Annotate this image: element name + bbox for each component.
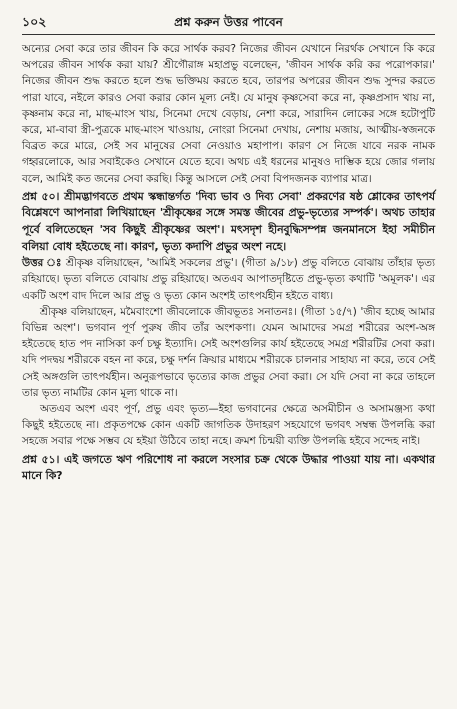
- paragraph-gita: শ্রীকৃষ্ণ বলিয়াছেন, মমৈবাংশো জীবলোকে জীবভূতঃ সনাতনঃ। (গীতা ১৫/৭) 'জীব হচ্ছে আমার বিভিন্ন অংশ'। ভগবান পূর্ণ পুরুষ জীব তাঁর অংশকণা। যেমন আমাদের সমগ্র শরীরের অংশ-অঙ্গ হইতেছে হাত পদ নাসিকা কর্ণ চক্ষু ইত্যাদি। সেই অংশগুলির কার্য হইতেছে সমগ্র শরীরটির সেবা করা। যদি পদদ্বয় শরীরকে বহন না করে, চক্ষু দর্শন ক্রিয়ার মাধ্যমে শরীরকে চালনার সাহায্য না করে, তবে সেই সেই অঙ্গগুলি তাৎপর্যহীন। অনুরূপভাবে ভৃত্যের কাজ প্রভুর সেবা করা। সে যদি সেবা না করে তাহলে তার ভৃত্য নামটির কোন মূল্য থাকে না।: [22, 305, 435, 399]
- page-body: [22, 41, 435, 485]
- answer-label: উত্তর ঃ: [22, 257, 63, 270]
- answer-50: [22, 255, 435, 304]
- running-title: প্রশ্ন করুন উত্তর পাবেন: [174, 15, 283, 29]
- question-51-label: প্রশ্ন ৫১।: [22, 452, 60, 466]
- question-51: [22, 452, 435, 485]
- paragraph-intro: অন্যের সেবা করে তার জীবন কি করে সার্থক করব? নিজের জীবন যেখানে নিরর্থক সেখানে কি করে অপরের জীবন সার্থক করা যায়? শ্রীগৌরাঙ্গ মহাপ্রভু বলেছেন, 'জীবন সার্থক করি কর পরোপকার।' নিজের জীবন শুদ্ধ করতে হলে শুদ্ধ ভক্তিময় করতে হবে, তারপর অপরের জীবন শুদ্ধ সুন্দর করতে পারা যাবে, নইলে কারও সেবা করার কোন মূল্য নেই। যে মানুষ কৃষ্ণসেবা করে না, কৃষ্ণপ্রসাদ খায় না, কৃষ্ণনাম করে না, মাছ-মাংস খায়, সিনেমা দেখে বেড়ায়, নেশা করে, সারাদিন লোকের সঙ্গে হটোপুটি করে, মা-বাবা স্ত্রী-পুত্রকে মাছ-মাংস খাওয়ায়, নোংরা সিনেমা দেখায়, নেশায় মজায়, আত্মীয়-স্বজনকে বিব্রত করে মারে, সেই সব মানুষের সেবা নেওয়াও মহাপাপ। কারণ সে নিজে যাবে নরক নামক গহ্বরলোকে, আর সবাইকেও সেখানে যেতে হবে। অথচ এই ধরনের মানুষও দাম্ভিক হয়ে জোর গলায় বলে, আমিই কত জনের সেবা করছি। কিন্তু আসলে সেই সেবা বিপদজনক ব্যাপার মাত্র।: [22, 43, 435, 185]
- page-header: [22, 14, 435, 35]
- question-50-label: প্রশ্ন ৫০।: [22, 189, 60, 203]
- page-number: ১০২: [22, 14, 47, 29]
- question-50: [22, 189, 435, 255]
- question-50-text: শ্রীমদ্ভাগবতে প্রথম স্কন্ধান্তর্গত 'দিব্য ভাব ও দিব্য সেবা' প্রকরণের ষষ্ঠ শ্লোকের তাৎপর্য বিশ্লেষণে আপনারা লিখিয়াছেন 'শ্রীকৃষ্ণের সঙ্গে সমস্ত জীবের প্রভু-ভৃত্যের সম্পর্ক'। অথচ তাহার পূর্বে বলিতেছেন 'সব কিছুই শ্রীকৃষ্ণের অংশ'। মৎসদৃশ হীনবুদ্ধিসম্পন্ন জনমানসে ইহা সমীচীন বলিয়া বোধ হইতেছে না। কারণ, ভৃত্য কদাপি প্রভুর অংশ নহে।: [22, 189, 435, 253]
- answer-50-text: শ্রীকৃষ্ণ বলিয়াছেন, 'আমিই সকলের প্রভু'। (গীতা ৯/১৮) প্রভু বলিতে বোঝায় তাঁহার ভৃত্য রহিয়াছে। ভৃত্য বলিতে বোঝায় প্রভু রহিয়াছে। অতএব আপাতদৃষ্টিতে প্রভু-ভৃত্য কথাটি 'অমূলক'। এর একটি অংশ বাদ দিলে আর প্রভু ও ভৃত্য কোন অংশই তাৎপর্যহীন হইতে বাধ্য।: [22, 257, 435, 302]
- question-51-text: এই জগতে ঋণ পরিশোধ না করলে সংসার চক্র থেকে উদ্ধার পাওয়া যায় না। একথার মানে কি?: [22, 452, 435, 483]
- paragraph-conclusion: অতএব অংশ এবং পূর্ণ, প্রভু এবং ভৃত্য—ইহা ভগবানের ক্ষেত্রে অসমীচীন ও অসামঞ্জস্য কথা কিছুই হইতেছে না। প্রকৃতপক্ষে কোন একটি জাগতিক উদাহরণ সহযোগে ভগবৎ সম্বন্ধ উপলব্ধি করা সহজে সবার পক্ষে সম্ভব যে হইয়া উঠিবে তাহা নহে। ক্রমশ চিন্ময়ী ব্যক্তি উপলব্ধি হইবে সন্দেহ নাই।: [22, 403, 435, 448]
